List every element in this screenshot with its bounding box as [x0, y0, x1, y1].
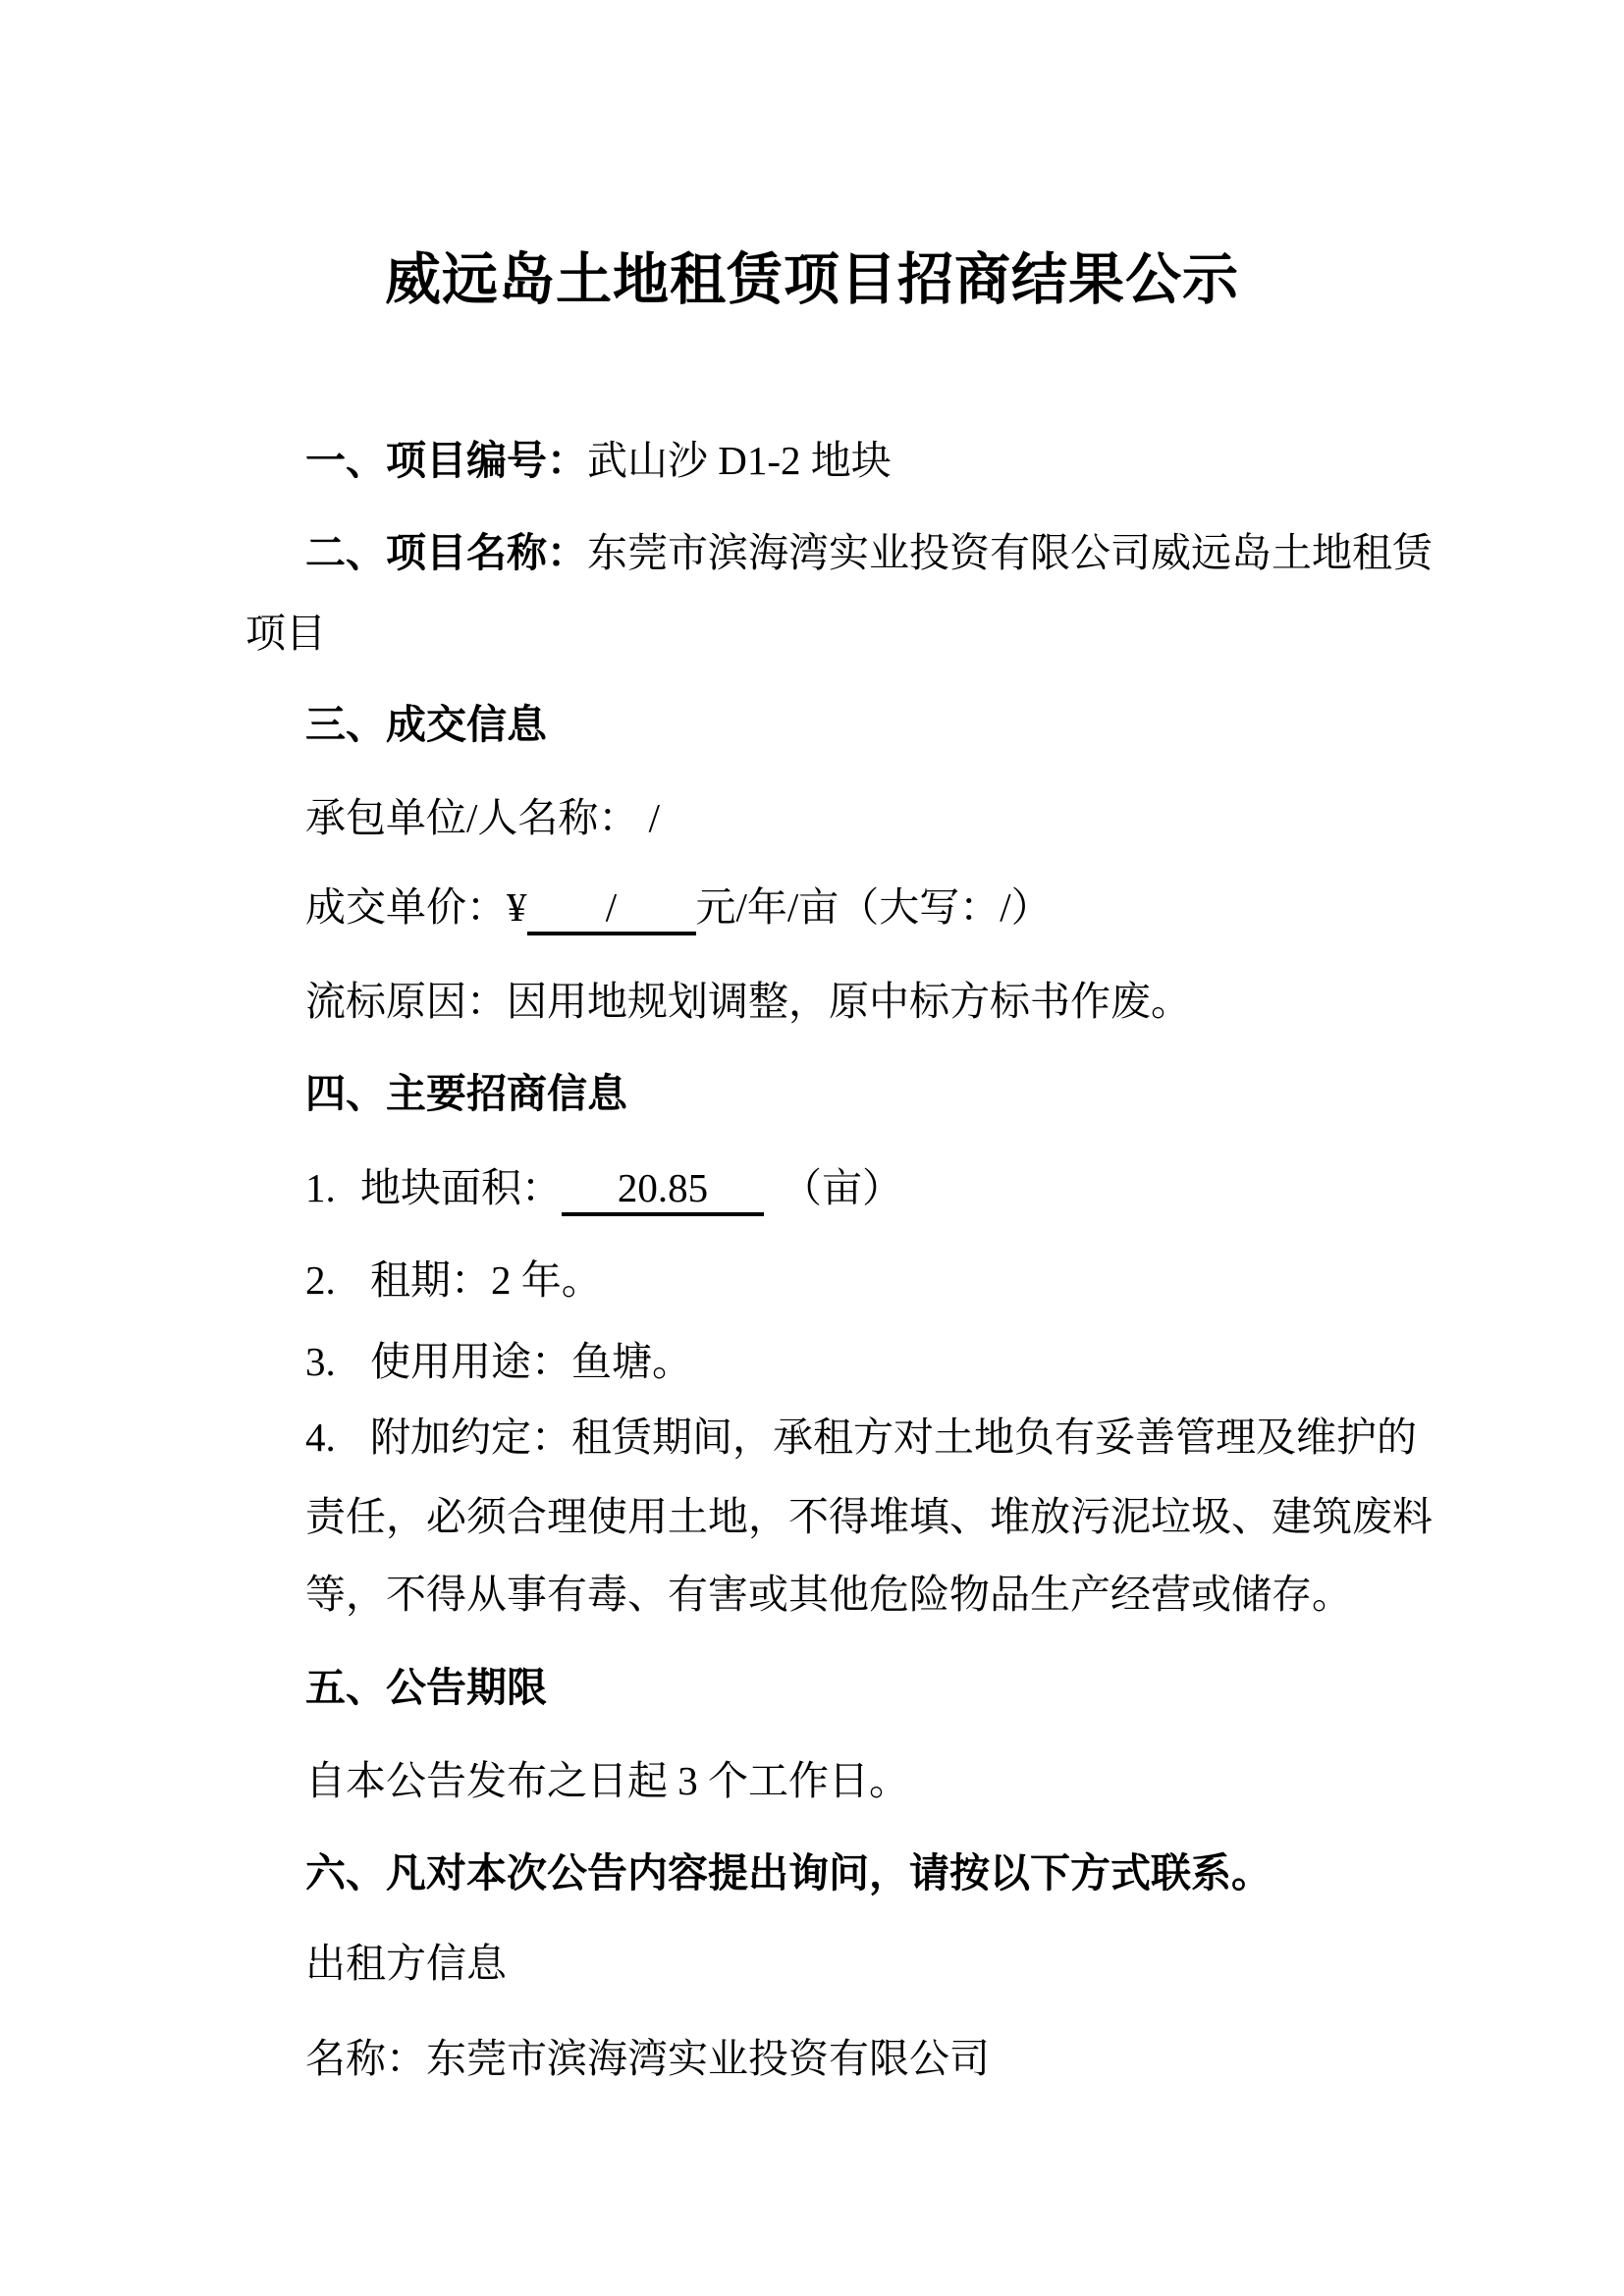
project-number-label: 一、项目编号：	[305, 438, 587, 483]
heading-announcement-period	[305, 1663, 547, 1712]
heading-main-investment-info	[305, 1069, 627, 1118]
heading-deal-info-label: 三、成交信息	[305, 702, 547, 747]
announcement-period-text: 自本公告发布之日起 3 个工作日。	[305, 1758, 909, 1803]
land-area-fill-in-blank: 20.85	[562, 1163, 764, 1216]
paragraph-deal-price	[305, 882, 1052, 935]
list-item-usage	[305, 1337, 692, 1386]
paragraph-additional-terms-continuation-2	[305, 1570, 1352, 1619]
paragraph-lessor-name	[305, 2034, 990, 2083]
deal-price-fill-in-blank: /	[527, 882, 696, 935]
lessor-name-text: 名称：东莞市滨海湾实业投资有限公司	[305, 2036, 990, 2081]
lease-term-text: 租期：2 年。	[370, 1257, 602, 1303]
heading-main-investment-info-label: 四、主要招商信息	[305, 1071, 627, 1116]
land-area-unit: （亩）	[782, 1165, 902, 1210]
paragraph-lessor-info	[305, 1939, 507, 1988]
document-title-text: 威远岛土地租赁项目招商结果公示	[385, 249, 1239, 312]
paragraph-project-number	[305, 436, 892, 485]
deal-price-prefix: 成交单价：¥	[305, 884, 527, 930]
heading-deal-info	[305, 700, 547, 749]
list-item-number: 1.	[305, 1165, 336, 1210]
deal-price-suffix: 元/年/亩（大写：/）	[695, 884, 1052, 930]
contractor-name-text: 承包单位/人名称： /	[305, 795, 661, 840]
heading-announcement-period-label: 五、公告期限	[305, 1665, 547, 1710]
heading-contact-instruction-label: 六、凡对本次公告内容提出询问，请按以下方式联系。	[305, 1850, 1272, 1896]
paragraph-project-name	[305, 528, 1433, 577]
list-item-number: 3.	[305, 1339, 336, 1384]
project-name-label: 二、项目名称：	[305, 530, 587, 575]
document-title	[0, 245, 1624, 316]
additional-terms-continuation-2-text: 等，不得从事有毒、有害或其他危险物品生产经营或储存。	[305, 1572, 1352, 1617]
list-item-additional-terms	[305, 1413, 1417, 1462]
list-item-number: 4.	[305, 1415, 336, 1460]
paragraph-project-name-continuation	[245, 609, 326, 658]
paragraph-contractor-name	[305, 793, 660, 842]
heading-contact-instruction	[305, 1848, 1272, 1897]
additional-terms-continuation-1-text: 责任，必须合理使用土地，不得堆填、堆放污泥垃圾、建筑废料	[305, 1494, 1433, 1539]
additional-terms-text: 附加约定：租赁期间，承租方对土地负有妥善管理及维护的	[370, 1415, 1417, 1460]
land-area-label: 地块面积：	[360, 1165, 562, 1210]
list-item-number: 2.	[305, 1257, 336, 1303]
list-item-land-area	[305, 1163, 902, 1216]
project-number-value: 武山沙 D1-2 地块	[587, 438, 892, 483]
usage-text: 使用用途：鱼塘。	[370, 1339, 692, 1384]
list-item-lease-term	[305, 1255, 602, 1305]
paragraph-failed-bid-reason	[305, 977, 1191, 1026]
project-name-continuation-text: 项目	[245, 611, 326, 656]
paragraph-additional-terms-continuation-1	[305, 1492, 1433, 1541]
paragraph-announcement-period	[305, 1756, 909, 1805]
failed-bid-reason-text: 流标原因：因用地规划调整，原中标方标书作废。	[305, 979, 1191, 1024]
project-name-value: 东莞市滨海湾实业投资有限公司威远岛土地租赁	[587, 530, 1433, 575]
lessor-info-text: 出租方信息	[305, 1941, 507, 1986]
